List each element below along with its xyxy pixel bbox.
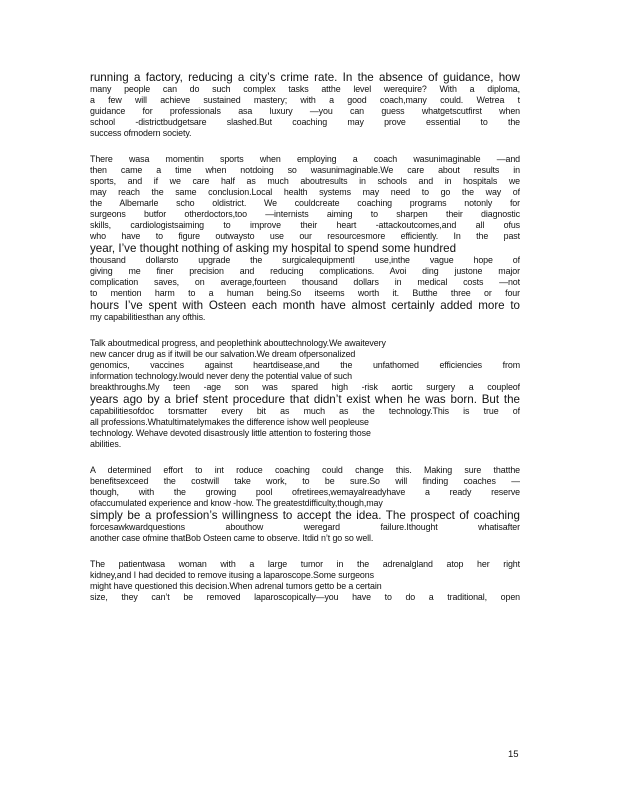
text-line: information technology.Iwould never deny the potential value of such xyxy=(90,371,352,381)
text-line: then came a time when notdoing so wasunimaginable.We care about results in xyxy=(90,165,520,175)
text-line: success ofmodern society. xyxy=(90,128,192,138)
text-line: school -districtbudgetsare slashed.But coaching may prove essential to the xyxy=(90,117,520,127)
text-line: size, they can’t be removed laparoscopically—you have to do a traditional, open xyxy=(90,592,520,602)
text-line: sports, and if we care half as much aboutresults in schools and in hospitals we xyxy=(90,176,520,186)
text-line: running a factory, reducing a city’s crime rate. In the absence of guidance, how xyxy=(90,71,520,84)
text-line: simply be a profession’s willingness to accept the idea. The prospect of coaching xyxy=(90,509,520,522)
text-line: who have to figure outwaysto use our resourcesmore efficiently. In the past xyxy=(90,231,520,241)
text-line: guidance for professionals asa luxury —you can guess whatgetscutfirst when xyxy=(90,106,520,116)
text-line: though, with the growing pool ofretirees,wemayalreadyhave a ready reserve xyxy=(90,487,520,497)
text-line: giving me finer precision and reducing complications. Avoi ding justone major xyxy=(90,266,520,276)
text-line: skills, cardiologistsaiming to improve their heart -attackoutcomes,and all ofus xyxy=(90,220,520,230)
text-line: a few will achieve sustained mastery; with a good coach,many could. Wetrea t xyxy=(90,95,520,105)
text-line: genomics, vaccines against heartdisease,and the unfathomed efficiencies from xyxy=(90,360,520,370)
text-line: breakthroughs.My teen -age son was spared high -risk aortic surgery a coupleof xyxy=(90,382,520,392)
text-line: abilities. xyxy=(90,439,122,449)
body-text xyxy=(90,71,520,618)
text-line: forcesawkwardquestions abouthow weregard failure.Ithought whatisafter xyxy=(90,522,520,532)
text-line: another case ofmine thatBob Osteen came to observe. Itdid n’t go so well. xyxy=(90,533,374,543)
text-line: may reach the same conclusion.Local health systems may need to go the way of xyxy=(90,187,520,197)
text-line: There wasa momentin sports when employing a coach wasunimaginable —and xyxy=(90,154,520,164)
text-line: thousand dollarsto upgrade the surgicalequipmentI use,inthe vague hope of xyxy=(90,255,520,265)
text-line: complication saves, on average,fourteen thousand dollars in medical costs —not xyxy=(90,277,520,287)
text-line: benefitsexceed the costwill take work, to be sure.So will finding coaches — xyxy=(90,476,520,486)
paragraph xyxy=(90,559,520,603)
text-line: kidney,and I had decided to remove itusing a laparoscope.Some surgeons xyxy=(90,570,374,580)
text-line: Talk aboutmedical progress, and peoplethink abouttechnology.We awaitevery xyxy=(90,338,386,348)
page-number: 15 xyxy=(508,749,519,760)
paragraph xyxy=(90,338,520,450)
text-line: many people can do such complex tasks atthe level werequire? With a diploma, xyxy=(90,84,520,94)
text-line: years ago by a brief stent procedure that didn’t exist when he was born. But the xyxy=(90,393,520,406)
text-line: my capabilitiesthan any ofthis. xyxy=(90,312,206,322)
text-line: technology. Wehave devoted disastrously little attention to fostering those xyxy=(90,428,371,438)
paragraph xyxy=(90,465,520,544)
text-line: to mention harm to a human being.So itseems worth it. Butthe three or four xyxy=(90,288,520,298)
text-line: new cancer drug as if itwill be our salvation.We dream ofpersonalized xyxy=(90,349,356,359)
paragraph xyxy=(90,154,520,323)
paragraph xyxy=(90,71,520,139)
text-line: hours I’ve spent with Osteen each month have almost certainly added more to xyxy=(90,299,520,312)
text-line: surgeons butfor otherdoctors,too —internists aiming to sharpen their diagnostic xyxy=(90,209,520,219)
text-line: all professions.Whatultimatelymakes the difference ishow well peopleuse xyxy=(90,417,369,427)
text-line: ofaccumulated experience and know -how. The greatestdifficulty,though,may xyxy=(90,498,383,508)
text-line: might have questioned this decision.When adrenal tumors getto be a certain xyxy=(90,581,382,591)
text-line: The patientwasa woman with a large tumor in the adrenalgland atop her right xyxy=(90,559,520,569)
text-line: the Albemarle scho oldistrict. We couldcreate coaching programs notonly for xyxy=(90,198,520,208)
text-line: A determined effort to int roduce coaching could change this. Making sure thatthe xyxy=(90,465,520,475)
text-line: capabilitiesofdoc torsmatter every bit as much as the technology.This is true of xyxy=(90,406,520,416)
text-line: year, I’ve thought nothing of asking my hospital to spend some hundred xyxy=(90,242,457,255)
